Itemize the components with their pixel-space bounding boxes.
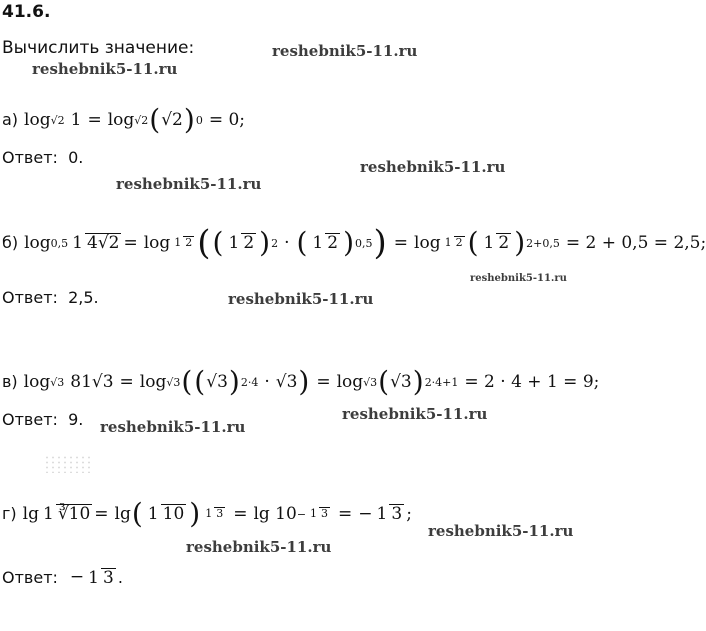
watermark: reshebnik5-11.ru (228, 290, 374, 308)
scan-noise (44, 455, 94, 473)
answer-v: Ответ: 9. (2, 410, 84, 429)
answer-b: Ответ: 2,5. (2, 288, 99, 307)
solution-g: г) lg 1 ∛10 = lg ( 1 10 ) 1 3 = lg 10 − 1 3 = − 1 3 ; (2, 497, 412, 530)
solution-a: а) log √2 1 = log √2 ( √2 ) 0 = 0; (2, 103, 246, 136)
part-letter: в) (2, 372, 18, 391)
watermark: reshebnik5-11.ru (100, 418, 246, 436)
watermark: reshebnik5-11.ru (342, 405, 488, 423)
part-letter: а) (2, 110, 19, 129)
watermark: reshebnik5-11.ru (428, 522, 574, 540)
problem-number: 41.6. (2, 2, 51, 22)
watermark: reshebnik5-11.ru (116, 175, 262, 193)
watermark: reshebnik5-11.ru (32, 60, 178, 78)
watermark: reshebnik5-11.ru (272, 42, 418, 60)
answer-a: Ответ: 0. (2, 148, 84, 167)
watermark: reshebnik5-11.ru (470, 273, 567, 284)
part-letter: б) (2, 233, 19, 252)
part-letter: г) (2, 504, 17, 523)
watermark: reshebnik5-11.ru (186, 538, 332, 556)
problem-statement: Вычислить значение: (2, 38, 195, 58)
watermark: reshebnik5-11.ru (360, 158, 506, 176)
solution-v: в) log √3 81√3 = log √3 ( ( √3 ) 2·4 · √3 ) = log √3 ( √3 ) 2·4+1 = 2 · 4 + 1 = 9; (2, 365, 600, 398)
answer-g: Ответ: − 1 3 . (2, 567, 123, 588)
solution-b: б) log 0,5 1 4√2 = log 1 2 ( ( 1 2 ) 2 · ( 1 2 ) 0,5 ) = log 1 2 ( 1 2 ) 2+0,5 = 2 + 0,5 = 2,5; (2, 223, 706, 263)
